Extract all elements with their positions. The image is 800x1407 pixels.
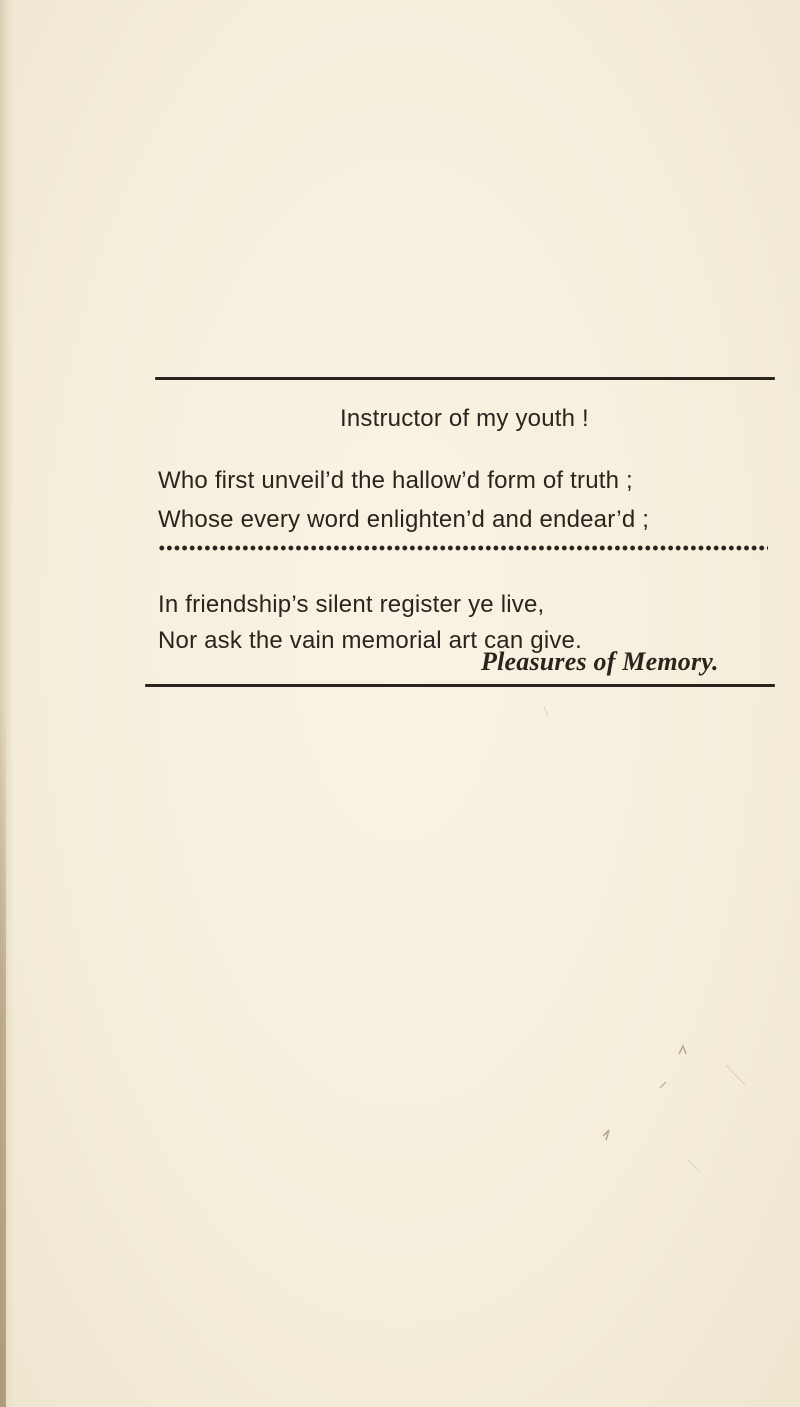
poem-line-5: Nor ask the vain memorial art can give. xyxy=(158,627,582,654)
attribution: Pleasures of Memory. xyxy=(481,647,719,676)
poem-line-3: Whose every word enlighten’d and endear’d ; xyxy=(158,506,650,533)
poem-line-2: Who first unveil’d the hallow’d form of truth ; xyxy=(158,467,633,494)
poem-line-1: Instructor of my youth ! xyxy=(340,405,589,432)
poem-line-4: In friendship’s silent register ye live, xyxy=(158,591,545,618)
